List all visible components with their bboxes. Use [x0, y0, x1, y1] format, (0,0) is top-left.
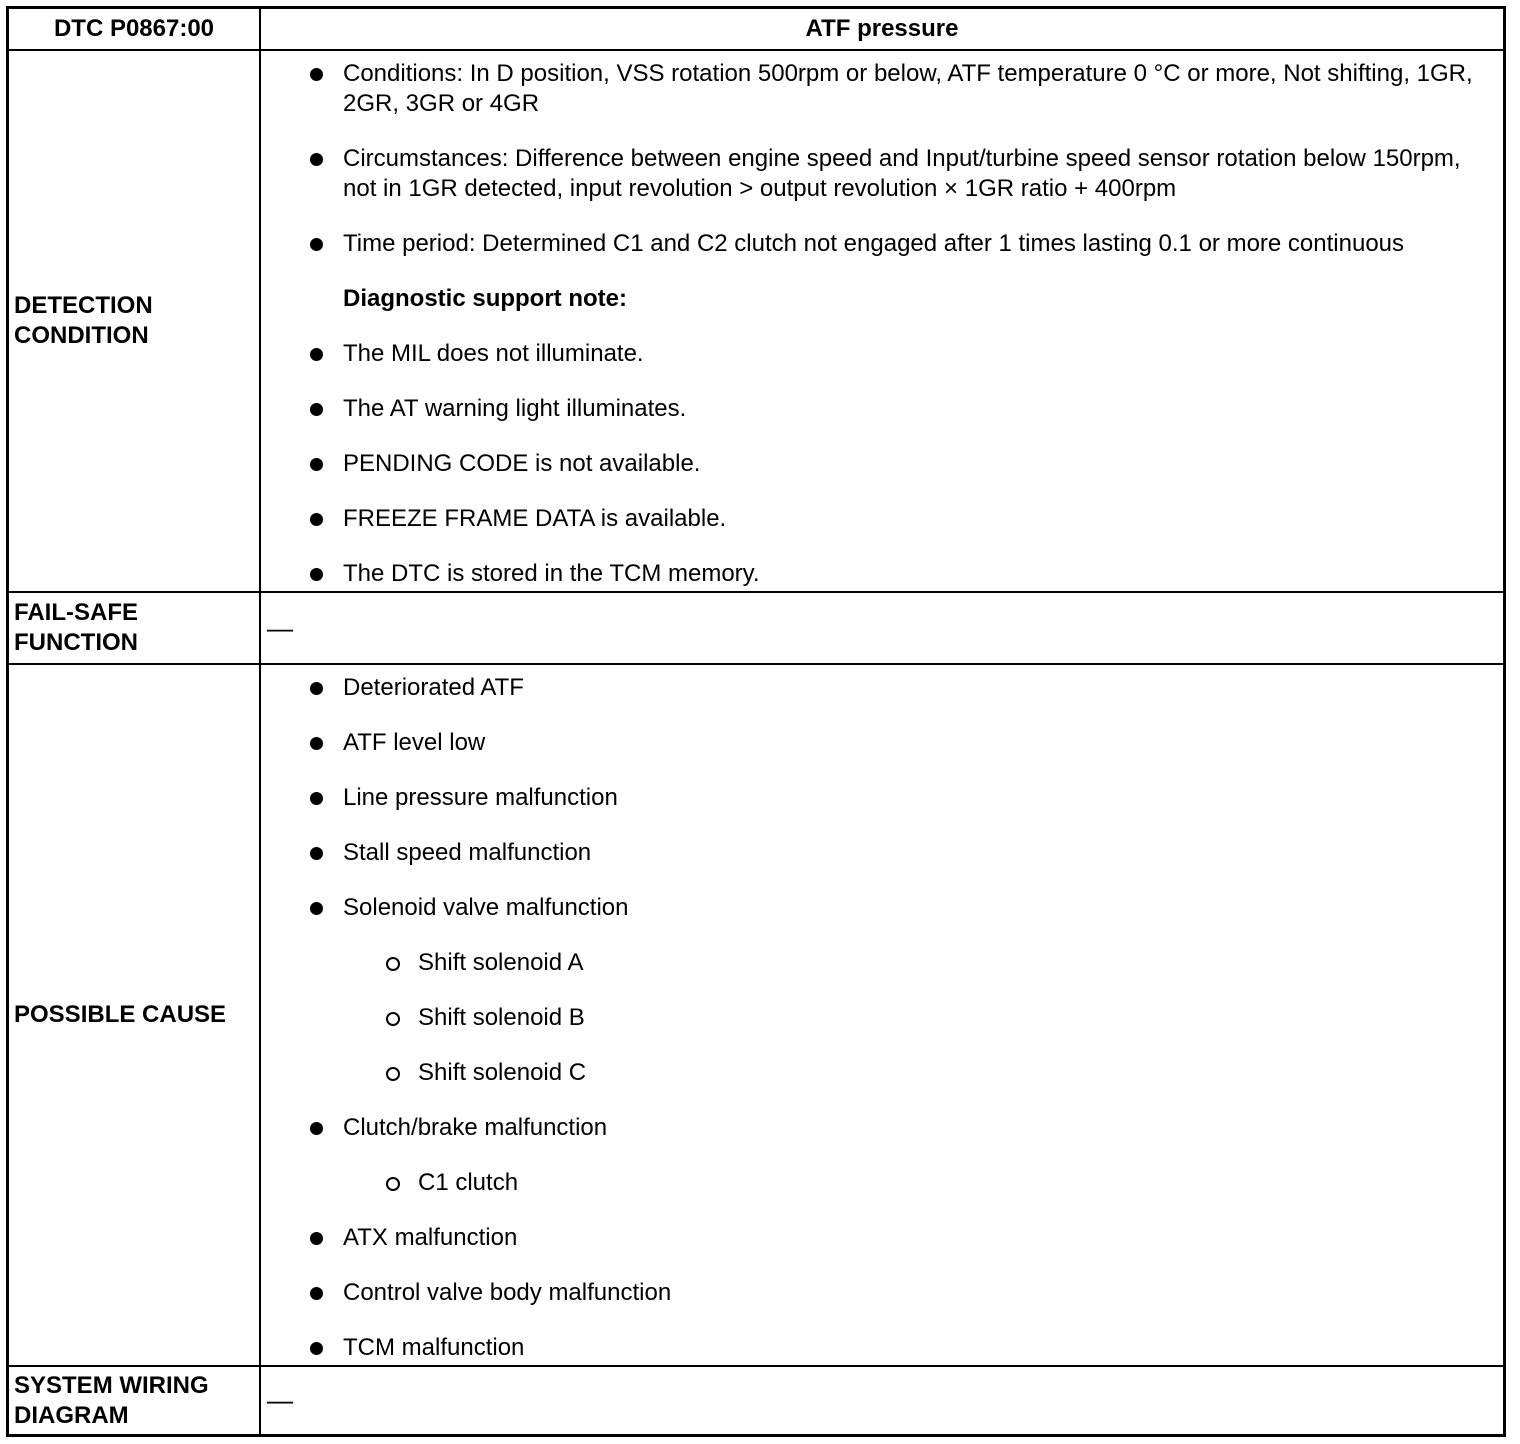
detection-row: [9, 51, 1503, 593]
bullet-icon: [310, 513, 323, 526]
bullet-icon: [310, 403, 323, 416]
failsafe-label: FAIL-SAFE FUNCTION: [9, 593, 261, 663]
possible-row: [9, 665, 1503, 1367]
bullet-icon: [310, 1122, 323, 1135]
bullet-icon: [310, 68, 323, 81]
bullet-icon: [310, 1287, 323, 1300]
bullet-icon: [310, 682, 323, 695]
bullet-icon: [310, 737, 323, 750]
circle-bullet-icon: [386, 1067, 400, 1081]
bullet-icon: [310, 902, 323, 915]
bullet-icon: [310, 348, 323, 361]
bullet-icon: [310, 568, 323, 581]
failsafe-value: —: [267, 613, 293, 643]
wiring-value: —: [267, 1385, 293, 1415]
dtc-code: DTC P0867:00: [9, 9, 261, 49]
circle-bullet-icon: [386, 957, 400, 971]
dtc-table: [6, 6, 1506, 1437]
bullet-icon: [310, 1232, 323, 1245]
bullet-icon: [310, 153, 323, 166]
possible-content: Deteriorated ATF ATF level low Line pressure malfunction Stall speed malfunction Solenoid valve malfunction Shift solenoid A Shift solenoid B Shift solenoid C Clutch/brake malfunction C1 clutch ATX malfunction Control valve body malfunction TCM malfunction: [261, 665, 1503, 1365]
detection-label: DETECTION CONDITION: [9, 51, 261, 591]
wiring-label: SYSTEM WIRING DIAGRAM: [9, 1367, 261, 1434]
wiring-row: [9, 1367, 1503, 1434]
failsafe-content: [261, 593, 1503, 663]
header-row: [9, 9, 1503, 51]
dtc-title: ATF pressure: [805, 15, 959, 42]
bullet-icon: [310, 458, 323, 471]
bullet-icon: [310, 847, 323, 860]
bullet-icon: [310, 792, 323, 805]
failsafe-row: [9, 593, 1503, 665]
wiring-content: [261, 1367, 1503, 1434]
detection-content: Conditions: In D position, VSS rotation 500rpm or below, ATF temperature 0 °C or more, Not shifting, 1GR, 2GR, 3GR or 4GR Circumstances: Difference between engine speed and Input/turbine speed sensor rotation below 150rpm, not in 1GR detected, input revolution > output revolution × 1GR ratio + 400rpm Time period: Determined C1 and C2 clutch not engaged after 1 times lasting 0.1 or more continuous Diagnostic support note: The MIL does not illuminate. The AT warning light illuminates. PENDING CODE is not available. FREEZE FRAME DATA is available. The DTC is stored in the TCM memory.: [261, 51, 1503, 591]
possible-label: POSSIBLE CAUSE: [9, 665, 261, 1365]
circle-bullet-icon: [386, 1177, 400, 1191]
bullet-icon: [310, 1342, 323, 1355]
bullet-icon: [310, 238, 323, 251]
circle-bullet-icon: [386, 1012, 400, 1026]
